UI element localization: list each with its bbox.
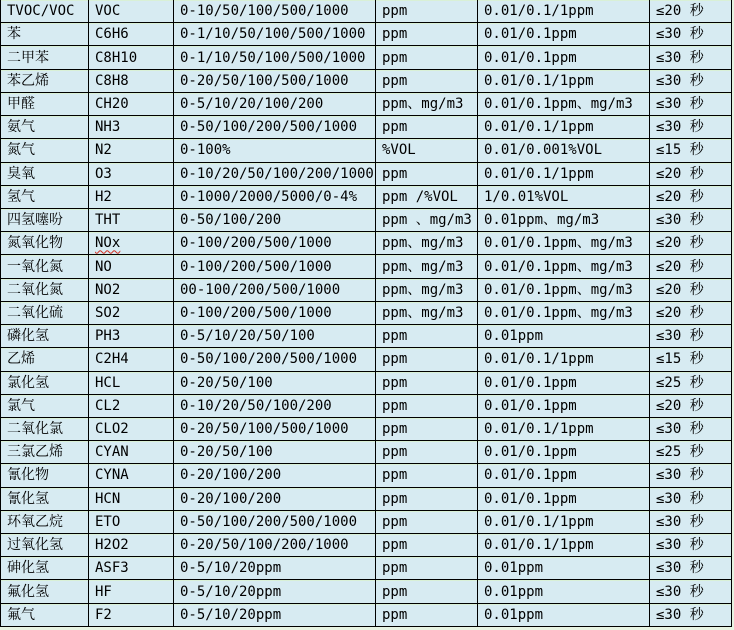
formula-cell: NO2 [89, 279, 174, 302]
resolution-cell: 1/0.01%VOL [478, 186, 650, 209]
resolution-cell: 0.01ppm、mg/m3 [478, 209, 650, 232]
measuring-range-cell: 0-10/20/50/100/200 [174, 395, 376, 418]
response-time-cell: ≤15 秒 [650, 139, 732, 162]
response-time-cell: ≤30 秒 [650, 534, 732, 557]
gas-name-cell: 过氧化氢 [1, 534, 89, 557]
gas-name-cell: 环氧乙烷 [1, 511, 89, 534]
measuring-range-cell: 0-20/50/100/500/1000 [174, 70, 376, 93]
table-row [1, 325, 732, 348]
unit-cell: ppm 、mg/m3 [376, 209, 478, 232]
table-row [1, 46, 732, 69]
measuring-range-cell: 0-20/50/100 [174, 372, 376, 395]
resolution-cell: 0.01/0.1ppm [478, 441, 650, 464]
gas-name-cell: 氮氧化物 [1, 232, 89, 255]
measuring-range-cell: 0-50/100/200/500/1000 [174, 511, 376, 534]
resolution-cell: 0.01/0.1ppm [478, 46, 650, 69]
measuring-range-cell: 0-20/50/100/200/1000 [174, 534, 376, 557]
unit-cell: ppm [376, 557, 478, 580]
formula-cell: PH3 [89, 325, 174, 348]
gas-name-cell: 氰化物 [1, 464, 89, 487]
table-row [1, 488, 732, 511]
gas-name-cell: 砷化氢 [1, 557, 89, 580]
response-time-cell: ≤30 秒 [650, 209, 732, 232]
gas-name-cell: 二氧化氯 [1, 418, 89, 441]
gas-name-cell: TVOC/VOC [1, 0, 89, 23]
table-row [1, 255, 732, 278]
gas-name-cell: 氯化氢 [1, 372, 89, 395]
unit-cell: ppm [376, 70, 478, 93]
gas-name-cell: 氟气 [1, 604, 89, 627]
measuring-range-cell: 0-100/200/500/1000 [174, 255, 376, 278]
unit-cell: ppm [376, 534, 478, 557]
gas-name-cell: 氢气 [1, 186, 89, 209]
response-time-cell: ≤30 秒 [650, 116, 732, 139]
formula-cell: F2 [89, 604, 174, 627]
response-time-cell: ≤30 秒 [650, 464, 732, 487]
gas-name-cell: 甲醛 [1, 93, 89, 116]
gas-name-cell: 氰化氢 [1, 488, 89, 511]
table-row [1, 418, 732, 441]
resolution-cell: 0.01/0.1ppm [478, 488, 650, 511]
gas-name-cell: 乙烯 [1, 348, 89, 371]
table-body [1, 0, 732, 627]
formula-text-spellchecked: NOx [95, 235, 121, 252]
gas-name-cell: 氟化氢 [1, 580, 89, 603]
formula-cell [89, 232, 174, 255]
gas-name-cell: 苯 [1, 23, 89, 46]
measuring-range-cell: 0-5/10/20ppm [174, 604, 376, 627]
table-row [1, 0, 732, 23]
unit-cell: ppm [376, 441, 478, 464]
measuring-range-cell: 0-5/10/20ppm [174, 580, 376, 603]
response-time-cell: ≤30 秒 [650, 580, 732, 603]
resolution-cell: 0.01/0.001%VOL [478, 139, 650, 162]
table-row [1, 580, 732, 603]
resolution-cell: 0.01/0.1ppm、mg/m3 [478, 302, 650, 325]
formula-cell: ETO [89, 511, 174, 534]
table-row [1, 232, 732, 255]
measuring-range-cell: 0-5/10/20ppm [174, 557, 376, 580]
response-time-cell: ≤30 秒 [650, 604, 732, 627]
measuring-range-cell: 0-5/10/20/100/200 [174, 93, 376, 116]
resolution-cell: 0.01ppm [478, 325, 650, 348]
resolution-cell: 0.01/0.1/1ppm [478, 511, 650, 534]
table-row [1, 464, 732, 487]
resolution-cell: 0.01/0.1ppm [478, 395, 650, 418]
measuring-range-cell: 0-5/10/20/50/100 [174, 325, 376, 348]
unit-cell: ppm [376, 372, 478, 395]
table-row [1, 23, 732, 46]
response-time-cell: ≤15 秒 [650, 348, 732, 371]
formula-cell: NO [89, 255, 174, 278]
response-time-cell: ≤20 秒 [650, 395, 732, 418]
measuring-range-cell: 0-1000/2000/5000/0-4% [174, 186, 376, 209]
measuring-range-cell: 0-20/50/100 [174, 441, 376, 464]
response-time-cell: ≤25 秒 [650, 372, 732, 395]
unit-cell: ppm [376, 418, 478, 441]
formula-cell: CH20 [89, 93, 174, 116]
formula-cell: CLO2 [89, 418, 174, 441]
gas-name-cell: 三氯乙烯 [1, 441, 89, 464]
gas-name-cell: 四氢噻吩 [1, 209, 89, 232]
measuring-range-cell: 0-20/100/200 [174, 488, 376, 511]
resolution-cell: 0.01/0.1ppm [478, 464, 650, 487]
formula-cell: CYNA [89, 464, 174, 487]
formula-cell: C8H10 [89, 46, 174, 69]
response-time-cell: ≤20 秒 [650, 255, 732, 278]
response-time-cell: ≤20 秒 [650, 163, 732, 186]
unit-cell: ppm [376, 348, 478, 371]
response-time-cell: ≤20 秒 [650, 302, 732, 325]
response-time-cell: ≤20 秒 [650, 232, 732, 255]
resolution-cell: 0.01ppm [478, 604, 650, 627]
gas-name-cell: 二氧化硫 [1, 302, 89, 325]
gas-name-cell: 氮气 [1, 139, 89, 162]
measuring-range-cell: 00-100/200/500/1000 [174, 279, 376, 302]
response-time-cell: ≤25 秒 [650, 441, 732, 464]
response-time-cell: ≤30 秒 [650, 325, 732, 348]
resolution-cell: 0.01/0.1ppm、mg/m3 [478, 232, 650, 255]
measuring-range-cell: 0-50/100/200/500/1000 [174, 348, 376, 371]
resolution-cell: 0.01/0.1ppm、mg/m3 [478, 93, 650, 116]
measuring-range-cell: 0-1/10/50/100/500/1000 [174, 23, 376, 46]
unit-cell: ppm [376, 163, 478, 186]
unit-cell: ppm [376, 116, 478, 139]
table-row [1, 93, 732, 116]
formula-cell: CYAN [89, 441, 174, 464]
formula-cell: THT [89, 209, 174, 232]
table-row [1, 372, 732, 395]
response-time-cell: ≤30 秒 [650, 418, 732, 441]
table-row [1, 279, 732, 302]
response-time-cell: ≤30 秒 [650, 93, 732, 116]
table-row [1, 534, 732, 557]
formula-cell: H2O2 [89, 534, 174, 557]
unit-cell: ppm /%VOL [376, 186, 478, 209]
resolution-cell: 0.01/0.1/1ppm [478, 0, 650, 23]
formula-cell: SO2 [89, 302, 174, 325]
table-row [1, 348, 732, 371]
formula-cell: HCN [89, 488, 174, 511]
measuring-range-cell: 0-100/200/500/1000 [174, 302, 376, 325]
formula-cell: C6H6 [89, 23, 174, 46]
gas-name-cell: 臭氧 [1, 163, 89, 186]
unit-cell: ppm [376, 488, 478, 511]
resolution-cell: 0.01/0.1/1ppm [478, 70, 650, 93]
resolution-cell: 0.01ppm [478, 557, 650, 580]
table-row [1, 116, 732, 139]
gas-name-cell: 氨气 [1, 116, 89, 139]
resolution-cell: 0.01/0.1ppm、mg/m3 [478, 255, 650, 278]
table-row [1, 395, 732, 418]
unit-cell: ppm [376, 395, 478, 418]
table-row [1, 441, 732, 464]
response-time-cell: ≤20 秒 [650, 186, 732, 209]
response-time-cell: ≤20 秒 [650, 279, 732, 302]
unit-cell: %VOL [376, 139, 478, 162]
response-time-cell: ≤30 秒 [650, 557, 732, 580]
table-row [1, 209, 732, 232]
measuring-range-cell: 0-100/200/500/1000 [174, 232, 376, 255]
gas-name-cell: 苯乙烯 [1, 70, 89, 93]
measuring-range-cell: 0-20/100/200 [174, 464, 376, 487]
table-row [1, 163, 732, 186]
formula-cell: ASF3 [89, 557, 174, 580]
unit-cell: ppm [376, 604, 478, 627]
resolution-cell: 0.01/0.1/1ppm [478, 348, 650, 371]
response-time-cell: ≤30 秒 [650, 511, 732, 534]
resolution-cell: 0.01/0.1ppm [478, 23, 650, 46]
resolution-cell: 0.01/0.1/1ppm [478, 534, 650, 557]
resolution-cell: 0.01/0.1/1ppm [478, 163, 650, 186]
table-row [1, 186, 732, 209]
formula-cell: C8H8 [89, 70, 174, 93]
response-time-cell: ≤30 秒 [650, 488, 732, 511]
table-row [1, 139, 732, 162]
unit-cell: ppm [376, 464, 478, 487]
formula-cell: VOC [89, 0, 174, 23]
unit-cell: ppm、mg/m3 [376, 232, 478, 255]
measuring-range-cell: 0-10/20/50/100/200/1000 [174, 163, 376, 186]
measuring-range-cell: 0-50/100/200/500/1000 [174, 116, 376, 139]
formula-cell: H2 [89, 186, 174, 209]
measuring-range-cell: 0-10/50/100/500/1000 [174, 0, 376, 23]
measuring-range-cell: 0-50/100/200 [174, 209, 376, 232]
response-time-cell: ≤20 秒 [650, 0, 732, 23]
gas-name-cell: 氯气 [1, 395, 89, 418]
formula-cell: HF [89, 580, 174, 603]
unit-cell: ppm [376, 511, 478, 534]
unit-cell: ppm、mg/m3 [376, 93, 478, 116]
unit-cell: ppm [376, 580, 478, 603]
unit-cell: ppm [376, 325, 478, 348]
measuring-range-cell: 0-100% [174, 139, 376, 162]
response-time-cell: ≤30 秒 [650, 23, 732, 46]
formula-cell: HCL [89, 372, 174, 395]
resolution-cell: 0.01/0.1/1ppm [478, 116, 650, 139]
response-time-cell: ≤30 秒 [650, 46, 732, 69]
formula-cell: CL2 [89, 395, 174, 418]
unit-cell: ppm [376, 0, 478, 23]
table-row [1, 557, 732, 580]
unit-cell: ppm [376, 46, 478, 69]
formula-cell: O3 [89, 163, 174, 186]
resolution-cell: 0.01/0.1/1ppm [478, 418, 650, 441]
resolution-cell: 0.01/0.1ppm [478, 372, 650, 395]
table-row [1, 604, 732, 627]
measuring-range-cell: 0-1/10/50/100/500/1000 [174, 46, 376, 69]
formula-cell: C2H4 [89, 348, 174, 371]
response-time-cell: ≤30 秒 [650, 70, 732, 93]
resolution-cell: 0.01/0.1ppm、mg/m3 [478, 279, 650, 302]
gas-name-cell: 磷化氢 [1, 325, 89, 348]
unit-cell: ppm [376, 23, 478, 46]
unit-cell: ppm、mg/m3 [376, 279, 478, 302]
unit-cell: ppm、mg/m3 [376, 302, 478, 325]
gas-name-cell: 一氧化氮 [1, 255, 89, 278]
table-row [1, 70, 732, 93]
table-row [1, 511, 732, 534]
gas-name-cell: 二氧化氮 [1, 279, 89, 302]
resolution-cell: 0.01ppm [478, 580, 650, 603]
table-row [1, 302, 732, 325]
gas-name-cell: 二甲苯 [1, 46, 89, 69]
formula-cell: N2 [89, 139, 174, 162]
formula-cell: NH3 [89, 116, 174, 139]
unit-cell: ppm、mg/m3 [376, 255, 478, 278]
measuring-range-cell: 0-20/50/100/500/1000 [174, 418, 376, 441]
